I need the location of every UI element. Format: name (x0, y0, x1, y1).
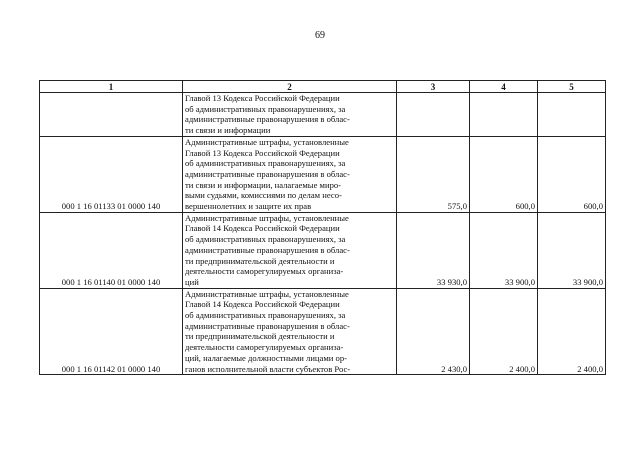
page-number: 69 (315, 30, 325, 41)
classification-code: 000 1 16 01140 01 0000 140 (40, 212, 183, 288)
description-line: ций, налагаемые должностными лицами ор- (185, 352, 347, 363)
column-header-5: 5 (538, 81, 606, 93)
description-line: ти связи и информации (185, 125, 271, 136)
column-header-3: 3 (397, 81, 470, 93)
table-row (40, 93, 606, 137)
description-line: Главой 13 Кодекса Российской Федерации (185, 93, 340, 103)
description-line: выми судьями, комиссиями по делам несо- (185, 190, 342, 201)
description-cell (183, 212, 397, 288)
description-line: Административные штрафы, установленные (185, 288, 349, 299)
amount-col3: 33 930,0 (397, 212, 470, 288)
amount-col5 (538, 93, 606, 137)
column-header-2: 2 (183, 81, 397, 93)
description-cell (183, 93, 397, 137)
description-line: об административных правонарушениях, за (185, 158, 346, 169)
budget-table (39, 80, 606, 375)
description-line: административные правонарушения в облас- (185, 320, 350, 331)
description-line: административные правонарушения в облас- (185, 168, 350, 179)
table-row (40, 136, 606, 212)
amount-col5: 2 400,0 (538, 288, 606, 375)
table-row (40, 212, 606, 288)
description-line: ганов исполнительной власти субъектов Рос- (185, 363, 351, 374)
description-line: об административных правонарушениях, за (185, 234, 346, 245)
description-line: административные правонарушения в облас- (185, 114, 350, 125)
description-cell (183, 288, 397, 375)
column-header-4: 4 (470, 81, 538, 93)
description-line: Главой 13 Кодекса Российской Федерации (185, 147, 340, 158)
column-header-1: 1 (40, 81, 183, 93)
description-line: Главой 14 Кодекса Российской Федерации (185, 223, 340, 234)
amount-col4: 600,0 (470, 136, 538, 212)
description-line: ций (185, 276, 199, 287)
description-line: ти предпринимательской деятельности и (185, 331, 335, 342)
description-line: деятельности саморегулируемых организа- (185, 266, 344, 277)
amount-col4: 2 400,0 (470, 288, 538, 375)
description-line: административные правонарушения в облас- (185, 244, 350, 255)
amount-col3: 575,0 (397, 136, 470, 212)
description-line: ти предпринимательской деятельности и (185, 255, 335, 266)
amount-col4 (470, 93, 538, 137)
amount-col3: 2 430,0 (397, 288, 470, 375)
description-line: деятельности саморегулируемых организа- (185, 342, 344, 353)
table-header-row (40, 81, 606, 93)
description-line: Главой 14 Кодекса Российской Федерации (185, 299, 340, 310)
description-cell (183, 136, 397, 212)
table-row (40, 288, 606, 375)
amount-col3 (397, 93, 470, 137)
amount-col5: 33 900,0 (538, 212, 606, 288)
description-line: об административных правонарушениях, за (185, 103, 346, 114)
classification-code: 000 1 16 01133 01 0000 140 (40, 136, 183, 212)
description-line: Административные штрафы, установленные (185, 136, 349, 147)
description-line: Административные штрафы, установленные (185, 212, 349, 223)
classification-code (40, 93, 183, 137)
description-line: об административных правонарушениях, за (185, 310, 346, 321)
description-line: ти связи и информации, налагаемые миро- (185, 179, 342, 190)
amount-col4: 33 900,0 (470, 212, 538, 288)
classification-code: 000 1 16 01142 01 0000 140 (40, 288, 183, 375)
description-line: вершеннолетних и защите их прав (185, 201, 312, 212)
amount-col5: 600,0 (538, 136, 606, 212)
